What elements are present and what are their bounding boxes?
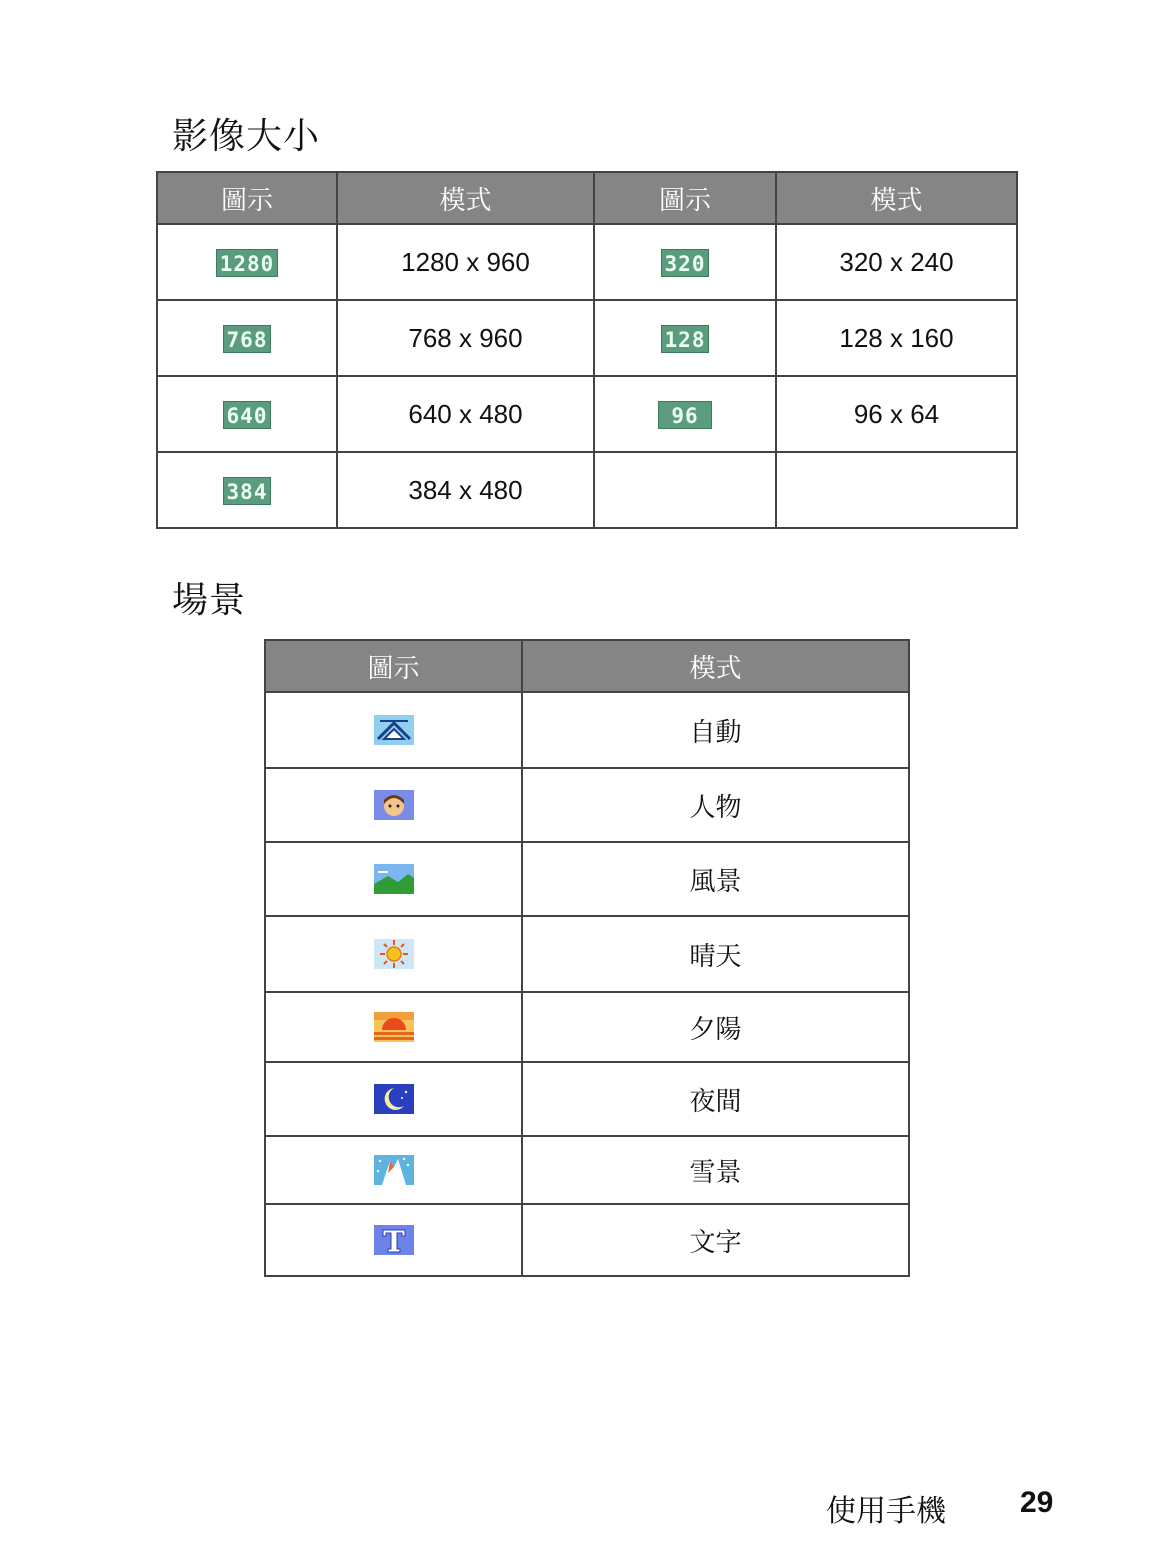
empty-cell [776,452,1017,528]
icon-cell [594,224,776,300]
table-row [265,992,909,1062]
resolution-1280-icon: 1280 [216,249,279,277]
resolution-768-icon: 768 [223,325,272,353]
resolution-640-icon: 640 [223,401,272,429]
mode-cell: 768 x 960 [337,300,594,376]
table-row [265,1204,909,1276]
snow-icon [374,1155,414,1185]
mode-cell: 320 x 240 [776,224,1017,300]
icon-cell [594,376,776,452]
night-icon [374,1084,414,1114]
resolution-128-icon: 128 [661,325,710,353]
sunset-icon [374,1012,414,1042]
mode-cell: 夜間 [522,1062,909,1136]
mode-cell: 640 x 480 [337,376,594,452]
icon-cell [265,768,522,842]
mode-cell: 自動 [522,692,909,768]
resolution-384-icon: 384 [223,477,272,505]
icon-cell [265,992,522,1062]
page-number: 29 [1020,1486,1054,1519]
section-title-image-size: 影像大小 [172,116,321,157]
icon-cell [265,842,522,916]
icon-cell [265,1204,522,1276]
mode-cell: 文字 [522,1204,909,1276]
header-mode: 模式 [522,640,909,692]
icon-cell [265,1062,522,1136]
table-row [265,1136,909,1204]
icon-cell [157,224,337,300]
mode-cell: 384 x 480 [337,452,594,528]
section-title-scene: 場景 [172,580,247,621]
auto-scene-icon [374,715,414,745]
table-row [157,300,1017,376]
mode-cell: 96 x 64 [776,376,1017,452]
icon-cell [157,452,337,528]
landscape-icon [374,864,414,894]
icon-cell [157,376,337,452]
icon-cell [265,916,522,992]
header-mode: 模式 [337,172,594,224]
mode-cell: 夕陽 [522,992,909,1062]
sunny-icon [374,939,414,969]
empty-cell [594,452,776,528]
mode-cell: 雪景 [522,1136,909,1204]
mode-cell: 1280 x 960 [337,224,594,300]
header-mode: 模式 [776,172,1017,224]
mode-cell: 風景 [522,842,909,916]
mode-cell: 晴天 [522,916,909,992]
table-row [265,842,909,916]
icon-cell [265,692,522,768]
icon-cell [265,1136,522,1204]
footer-section-label: 使用手機 [826,1494,946,1529]
table-row [157,376,1017,452]
table-row [265,692,909,768]
table-row [265,768,909,842]
icon-cell [594,300,776,376]
header-icon: 圖示 [265,640,522,692]
resolution-320-icon: 320 [661,249,710,277]
table-row [265,916,909,992]
mode-cell: 人物 [522,768,909,842]
scene-table [264,639,910,1277]
table-row [157,452,1017,528]
header-icon: 圖示 [594,172,776,224]
text-icon [374,1225,414,1255]
header-icon: 圖示 [157,172,337,224]
table-header-row [265,640,909,692]
table-row [265,1062,909,1136]
table-header-row [157,172,1017,224]
resolution-96-icon: 96 [658,401,711,429]
table-row [157,224,1017,300]
portrait-icon [374,790,414,820]
image-size-table [156,171,1018,529]
mode-cell: 128 x 160 [776,300,1017,376]
icon-cell [157,300,337,376]
